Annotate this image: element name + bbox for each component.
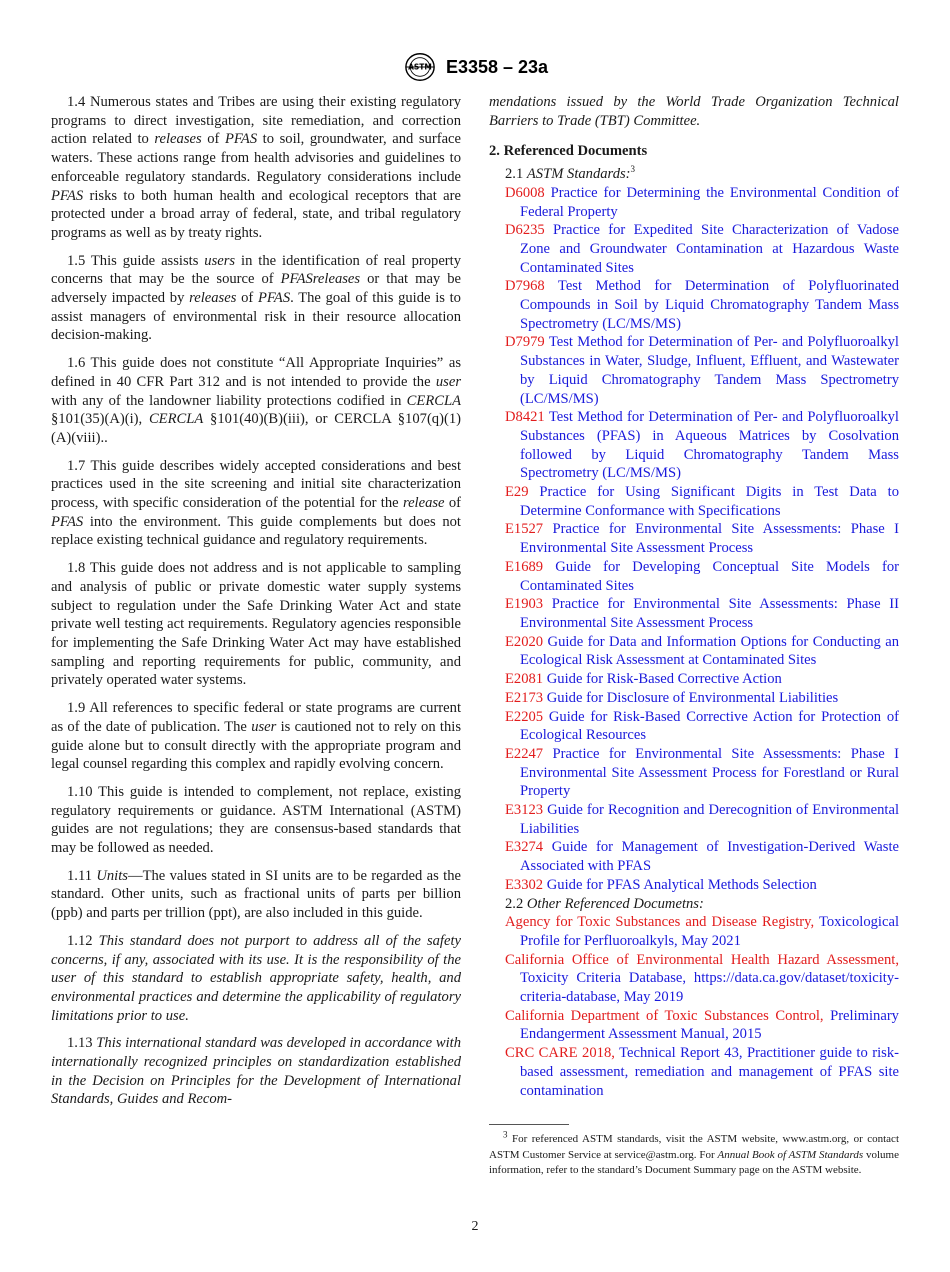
footnote-divider bbox=[489, 1124, 569, 1125]
reference-organization: CRC CARE 2018, bbox=[505, 1045, 615, 1062]
reference-item[interactable] bbox=[505, 483, 899, 520]
footnote-marker[interactable]: 3 bbox=[630, 164, 636, 175]
reference-code-link[interactable]: D6235 bbox=[505, 222, 545, 239]
paragraph-1-7: 1.7 This guide describes widely accepted considerations and best practices used in the site screening and initial site characterization process, with specific consideration of the potential for the release of PFAS into the environment. This guide complements but does not replace existing technical guidance and regulatory requirements. bbox=[51, 457, 462, 549]
reference-code-link[interactable]: E2081 bbox=[505, 671, 544, 688]
paragraph-1-11: 1.11 Units—The values stated in SI units are to be regarded as the standard. Other units, such as fractional units of parts per billion (ppb) and parts per trillion (ppt), are also included in this guide. bbox=[51, 867, 461, 922]
paragraph-1-13: 1.13 This international standard was developed in accordance with internationally recognized principles on standardization established in the Decision on Principles for the Development of International Standards, Guides and Recom- bbox=[51, 1035, 462, 1108]
reference-organization: Agency for Toxic Substances and Disease Registry, bbox=[505, 914, 815, 931]
reference-item[interactable] bbox=[505, 558, 899, 595]
reference-code-link[interactable]: E3302 bbox=[505, 876, 544, 893]
paragraph-1-6: 1.6 This guide does not constitute “All Appropriate Inquiries” as defined in 40 CFR Part 312 and is not intended to provide the user with any of the landowner liability protections codified in CERCLA §101(35)(A)(i), CERCLA §101(40)(B)(iii), or CERCLA §107(q)(1)(A)(viii).. bbox=[51, 355, 461, 446]
reference-item[interactable] bbox=[505, 633, 899, 670]
reference-code-link[interactable]: D7968 bbox=[505, 278, 545, 295]
section-heading-referenced-documents: 2. Referenced Documents bbox=[489, 143, 648, 160]
paragraph-1-13-continued: mendations issued by the World Trade Organization Technical Barriers to Trade (TBT) Committee. bbox=[489, 94, 899, 129]
subsection-2-2: 2.2 Other Referenced Documetns: bbox=[505, 895, 704, 912]
reference-item[interactable] bbox=[505, 221, 899, 277]
reference-title-link[interactable]: Test Method for Determination of Per- and Polyfluoroalkyl Substances (PFAS) in Aqueous Matrices by Cosolvation followed by Liquid Chromatography Tandem Mass Spectrometry (LC/MS/MS) bbox=[520, 409, 899, 482]
reference-title-link[interactable]: Guide for Developing Conceptual Site Models for Contaminated Sites bbox=[520, 558, 899, 594]
paragraph-1-10: 1.10 This guide is intended to complement, not replace, existing regulatory requirements or guidance. ASTM International (ASTM) guides are not regulations; they are consensus-based standards that may be followed as needed. bbox=[51, 783, 461, 857]
svg-text:ASTM: ASTM bbox=[408, 62, 432, 72]
reference-item[interactable] bbox=[505, 670, 899, 689]
footnote: $^3$ For referenced ASTM standards, visit the ASTM website, www.astm.org, or contact ASTM Customer Service at service@astm.org. For Annual Book of ASTM Standards volume information, refer to the standard’s Document Summary page on the ASTM website. bbox=[489, 1129, 899, 1176]
reference-item[interactable] bbox=[505, 333, 899, 408]
reference-code-link[interactable]: D6008 bbox=[505, 184, 545, 201]
reference-item[interactable] bbox=[505, 801, 899, 838]
other-reference-item[interactable] bbox=[505, 913, 899, 950]
reference-code-link[interactable]: E3123 bbox=[505, 802, 544, 819]
reference-title-link[interactable]: Test Method for Determination of Polyfluorinated Compounds in Soil by Liquid Chromatography Tandem Mass Spectrometry (LC/MS/MS) bbox=[520, 278, 899, 332]
reference-code-link[interactable]: E3274 bbox=[505, 839, 544, 856]
reference-title-link[interactable]: Guide for Recognition and Derecognition of Environmental Liabilities bbox=[520, 802, 899, 837]
reference-organization: California Department of Toxic Substances Control, bbox=[505, 1007, 824, 1024]
reference-title-link[interactable]: Guide for Risk-Based Corrective Action for Protection of Ecological Resources bbox=[520, 708, 899, 744]
paragraph-1-8: 1.8 This guide does not address and is not applicable to sampling and analysis of public or private domestic water supply systems subject to regulation under the Safe Drinking Water Act and state private well testing act requirements. Regulatory agencies responsible for implementing the Safe Drinking Water Act may have established sampling and reporting requirements for public, community, and privately operated water systems. bbox=[51, 560, 461, 689]
reference-title-link[interactable]: Test Method for Determination of Per- and Polyfluoroalkyl Substances in Water, Sludge, Influent, Effluent, and Wastewater by Liquid Chromatography Tandem Mass Spectrometry (LC/MS/MS) bbox=[520, 334, 899, 407]
reference-code-link[interactable]: E2173 bbox=[505, 689, 544, 706]
paragraph-1-12: 1.12 This standard does not purport to address all of the safety concerns, if any, associated with its use. It is the responsibility of the user of this standard to establish appropriate safety, health, and environmental practices and determine the applicability of regulatory limitations prior to use. bbox=[51, 932, 461, 1024]
reference-title-link[interactable]: Toxicity Criteria Database, https://data.ca.gov/dataset/toxicity-criteria-database, May 2019 bbox=[520, 970, 899, 1006]
reference-item[interactable] bbox=[505, 689, 899, 708]
reference-code-link[interactable]: E1527 bbox=[505, 521, 544, 538]
reference-code-link[interactable]: E1689 bbox=[505, 558, 544, 575]
reference-title-link[interactable]: Practice for Expedited Site Characterization of Vadose Zone and Groundwater Contamination at Hazardous Waste Contaminated Sites bbox=[520, 222, 899, 276]
reference-title-link[interactable]: Preliminary Endangerment Assessment Manual, 2015 bbox=[520, 1007, 899, 1043]
reference-item[interactable] bbox=[505, 520, 899, 557]
reference-title-link[interactable]: Toxicological Profile for Perfluoroalkyls, May 2021 bbox=[520, 914, 899, 949]
reference-title-link[interactable]: Guide for Management of Investigation-Derived Waste Associated with PFAS bbox=[520, 839, 899, 875]
reference-item[interactable] bbox=[505, 408, 899, 483]
page-number: 2 bbox=[471, 1219, 479, 1234]
reference-item[interactable] bbox=[505, 595, 899, 632]
reference-title-link[interactable]: Technical Report 43, Practitioner guide to risk-based assessment, remediation and management of PFAS site contamination bbox=[520, 1045, 899, 1099]
reference-item[interactable] bbox=[505, 876, 899, 895]
other-reference-item[interactable] bbox=[505, 1044, 899, 1100]
other-reference-item[interactable] bbox=[505, 951, 899, 1007]
other-references-list bbox=[489, 913, 899, 1100]
reference-item[interactable] bbox=[505, 184, 899, 221]
reference-title-link[interactable]: Practice for Environmental Site Assessments: Phase I Environmental Site Assessment Process bbox=[520, 521, 899, 557]
reference-item[interactable] bbox=[505, 708, 899, 745]
reference-title-link[interactable]: Practice for Environmental Site Assessments: Phase I Environmental Site Assessment Process for Forestland or Rural Property bbox=[520, 745, 899, 800]
subsection-2-1: 2.1 ASTM Standards:$^3$ bbox=[505, 164, 636, 183]
reference-code-link[interactable]: E2020 bbox=[505, 633, 544, 650]
reference-code-link[interactable]: E1903 bbox=[505, 596, 544, 613]
reference-title-link[interactable]: Practice for Using Significant Digits in Test Data to Determine Conformance with Specifications bbox=[520, 484, 899, 519]
left-column bbox=[51, 93, 461, 1118]
page-header bbox=[0, 50, 950, 84]
reference-code-link[interactable]: E29 bbox=[505, 484, 529, 501]
reference-code-link[interactable]: D7979 bbox=[505, 334, 545, 351]
right-column bbox=[489, 93, 899, 1100]
paragraph-1-5: 1.5 This guide assists users in the identification of real property concerns that may be the source of PFASreleases or that may be adversely impacted by releases of PFAS. The goal of this guide is to assist managers of environmental risk in their resource allocation decision-making. bbox=[51, 252, 462, 344]
paragraph-1-4: 1.4 Numerous states and Tribes are using their existing regulatory programs to direct investigation, site remediation, and correction action related to releases of PFAS to soil, groundwater, and surface waters. These actions range from health advisories and guidelines to enforceable regulatory standards. Regulatory considerations include PFAS risks to both human health and ecological receptors that are protected under a broad array of federal, state, and tribal regulatory programs as well as by treaty rights. bbox=[51, 94, 462, 241]
astm-standards-list bbox=[489, 184, 899, 895]
footnote-number: 3 bbox=[503, 1129, 508, 1140]
reference-item[interactable] bbox=[505, 838, 899, 875]
paragraph-1-9: 1.9 All references to specific federal or state programs are current as of the date of publication. The user is cautioned not to rely on this guide alone but to consult directly with the appropriate program and legal counsel regarding this complex and rapidly evolving concern. bbox=[51, 700, 461, 773]
reference-code-link[interactable]: D8421 bbox=[505, 409, 545, 426]
reference-title-link[interactable]: Guide for Risk-Based Corrective Action bbox=[543, 671, 782, 688]
other-reference-item[interactable] bbox=[505, 1007, 899, 1044]
astm-logo-icon bbox=[402, 52, 438, 82]
reference-item[interactable] bbox=[505, 277, 899, 333]
reference-organization: California Office of Environmental Health Hazard Assessment, bbox=[505, 951, 899, 968]
reference-title-link[interactable]: Guide for PFAS Analytical Methods Selection bbox=[543, 876, 817, 893]
document-designation: E3358 – 23a bbox=[445, 56, 549, 77]
reference-item[interactable] bbox=[505, 745, 899, 801]
reference-title-link[interactable]: Guide for Data and Information Options for Conducting an Ecological Risk Assessment at Contaminated Sites bbox=[520, 633, 899, 669]
reference-title-link[interactable]: Guide for Disclosure of Environmental Liabilities bbox=[543, 689, 839, 706]
reference-title-link[interactable]: Practice for Determining the Environmental Condition of Federal Property bbox=[520, 184, 899, 220]
reference-code-link[interactable]: E2247 bbox=[505, 745, 544, 762]
reference-code-link[interactable]: E2205 bbox=[505, 708, 544, 725]
reference-title-link[interactable]: Practice for Environmental Site Assessments: Phase II Environmental Site Assessment Process bbox=[520, 596, 899, 631]
